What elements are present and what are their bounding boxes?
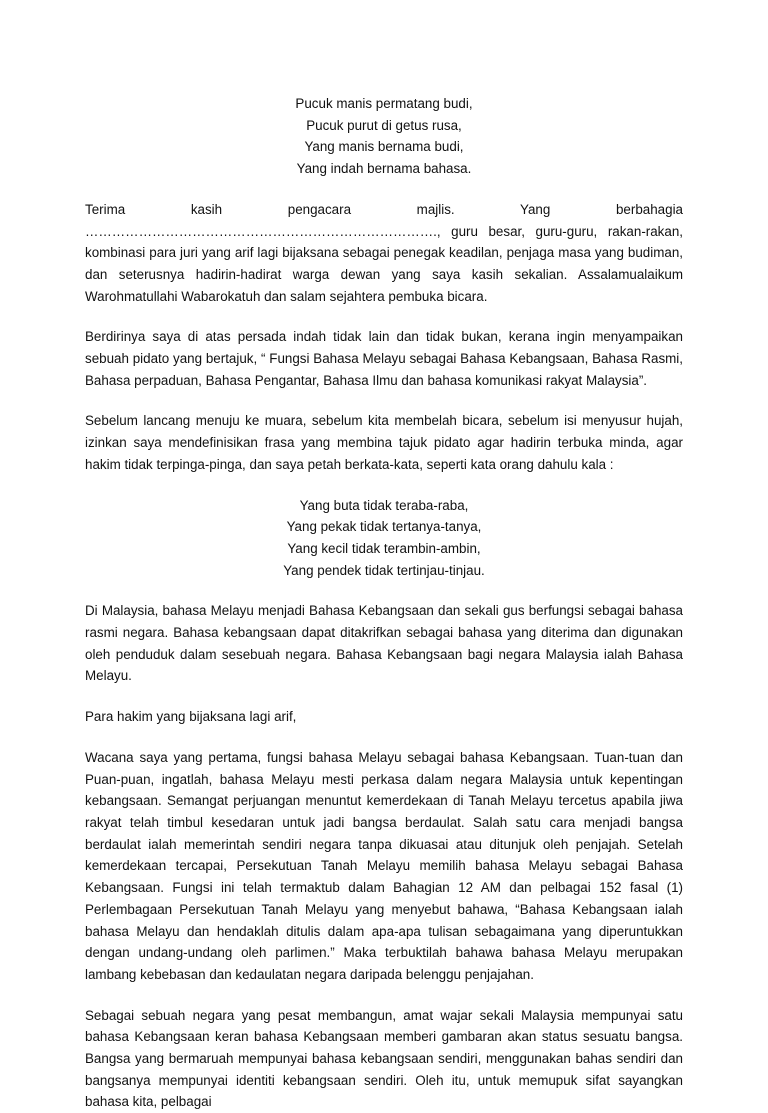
point-one-paragraph: Wacana saya yang pertama, fungsi bahasa Melayu sebagai bahasa Kebangsaan. Tuan-tuan dan Puan-puan, ingatlah, bahasa Melayu mesti perkasa dalam negara Malaysia untuk kepentingan kebangsaan. Semangat perjuangan menuntut kemerdekaan di Tanah Melayu tercetus apabila jiwa rakyat telah timbul kesedaran untuk jadi bangsa berdaulat. Salah satu cara menjadi bangsa berdaulat ialah memerintah sendiri negara tanpa dikuasai atau ditunjuk oleh penjajah. Setelah kemerdekaan tercapai, Persekutuan Tanah Melayu memilih bahasa Melayu sebagai Bahasa Kebangsaan. Fungsi ini telah termaktub dalam Bahagian 12 AM dan pelbagai 152 fasal (1) Perlembagaan Persekutuan Tanah Melayu yang menyebut bahawa, “Bahasa Kebangsaan ialah bahasa Melayu dan hendaklah ditulis dalam apa-apa tulisan sebagaimana yang diperuntukkan dengan undang-undang oleh parlimen.” Maka terbuktilah bahawa bahasa Melayu merupakan lambang kebebasan dan kedaulatan negara daripada belenggu penjajahan. — [85, 749, 683, 982]
poem-line: Yang indah bernama bahasa. — [296, 161, 472, 177]
poem-line: Yang kecil tidak terambin-ambin, — [287, 540, 481, 556]
definition-paragraph: Sebelum lancang menuju ke muara, sebelum kita membelah bicara, sebelum isi menyusur hujah, izinkan saya mendefinisikan frasa yang membina tajuk pidato agar hadirin terbuka minda, agar hakim tidak terpinga-pinga, dan saya petah berkata-kata, seperti kata orang dahulu kala : — [85, 413, 683, 472]
poem-line: Pucuk purut di getus rusa, — [306, 117, 462, 133]
greeting-paragraph: Terima kasih pengacara majlis. Yang berbahagia ……………………………………………………………………., guru besar, guru-guru, rakan-rakan, kombinasi para juri yang arif lagi bijaksana sebagai penegak keadilan, penjaga masa yang budiman, dan seterusnya hadirin-hadirat warga dewan yang saya kasih sekalian. Assalamualaikum Warohmatullahi Wabarokatuh dan salam sejahtera pembuka bicara. — [85, 201, 683, 304]
poem-line: Yang buta tidak teraba-raba, — [299, 497, 469, 513]
malaysia-paragraph: Di Malaysia, bahasa Melayu menjadi Bahasa Kebangsaan dan sekali gus berfungsi sebagai bahasa rasmi negara. Bahasa kebangsaan dapat ditakrifkan sebagai bahasa yang diterima dan digunakan oleh penduduk dalam sesebuah negara. Bahasa Kebangsaan bagi negara Malaysia ialah Bahasa Melayu. — [85, 603, 683, 684]
opening-pantun — [85, 93, 683, 180]
saying-pantun — [85, 495, 683, 582]
developing-paragraph: Sebagai sebuah negara yang pesat membangun, amat wajar sekali Malaysia mempunyai satu bahasa Kebangsaan keran bahasa Kebangsaan memberi gambaran akan status sesuatu bangsa. Bangsa yang bermaruah mempunyai bahasa kebangsaan sendiri, menggunakan bahas sendiri dan bangsanya mempunyai identiti kebangsaan sendiri. Oleh itu, untuk memupuk sifat sayangkan bahasa kita, pelbagai — [85, 1007, 683, 1110]
poem-line: Pucuk manis permatang budi, — [295, 96, 473, 111]
poem-line: Yang pekak tidak tertanya-tanya, — [286, 519, 482, 535]
poem-line: Yang pendek tidak tertinjau-tinjau. — [283, 562, 485, 578]
poem-line: Yang manis bernama budi, — [304, 139, 464, 155]
address-line: Para hakim yang bijaksana lagi arif, — [85, 709, 297, 725]
document-body — [85, 93, 683, 1113]
intro-paragraph: Berdirinya saya di atas persada indah tidak lain dan tidak bukan, kerana ingin menyampaikan sebuah pidato yang bertajuk, “ Fungsi Bahasa Melayu sebagai Bahasa Kebangsaan, Bahasa Rasmi, Bahasa perpaduan, Bahasa Pengantar, Bahasa Ilmu dan bahasa komunikasi rakyat Malaysia”. — [85, 329, 683, 388]
